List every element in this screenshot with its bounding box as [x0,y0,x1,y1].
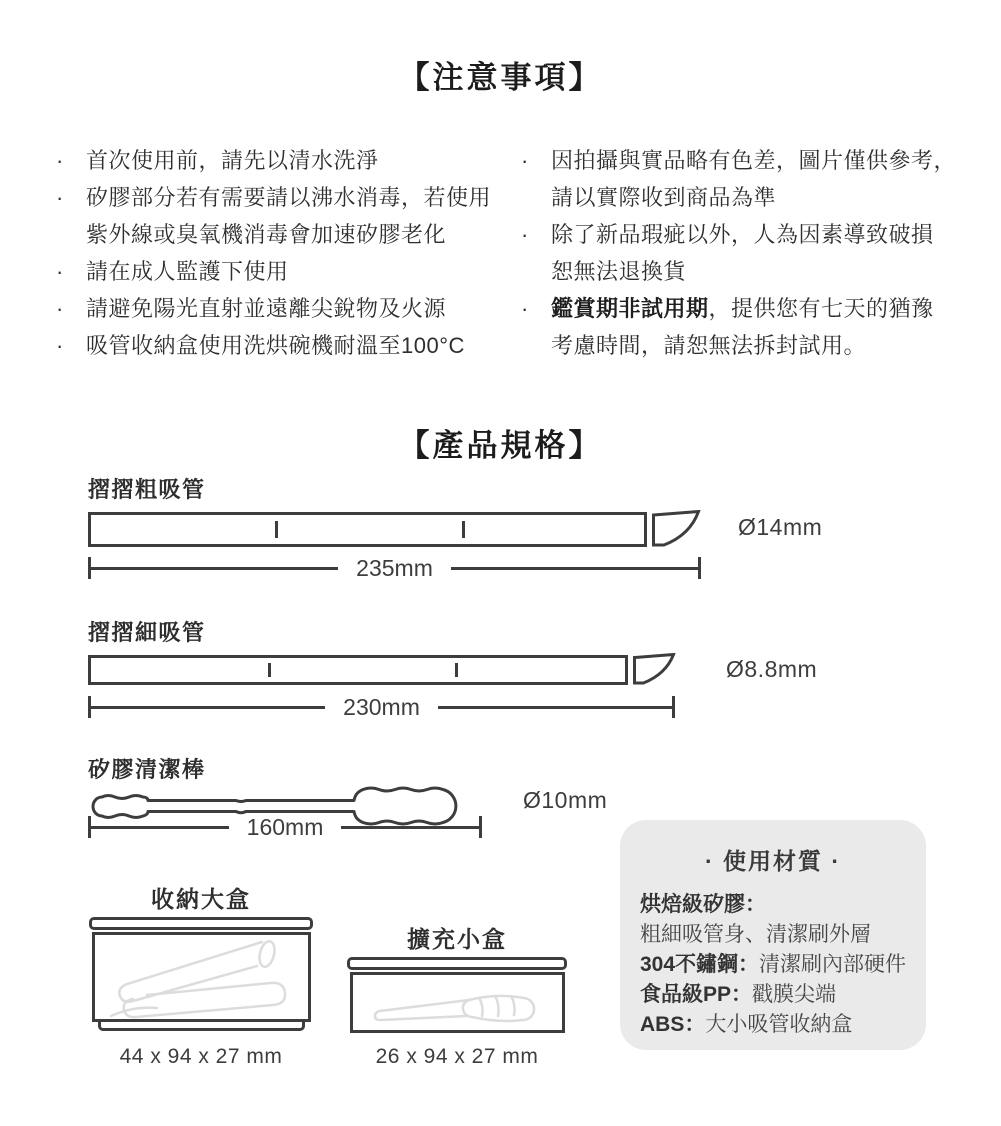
material-line: 304不鏽鋼：清潔刷內部硬件 [640,953,907,976]
box-small-label: 擴充小盒 [407,926,507,952]
notice-line: 考慮時間，請恕無法拆封試用。 [551,333,867,358]
notice-item [52,327,517,364]
dimension-end-tick [672,696,675,718]
notice-item [517,290,987,364]
straw-thick-diameter: Ø14mm [738,514,823,540]
dimension-line [451,567,698,570]
notice-line: 請以實際收到商品為準 [551,185,777,210]
straw-thin-length: 230mm [343,694,420,720]
box-large-label: 收納大盒 [151,886,251,912]
notice-item [52,290,517,327]
notice-title: 【注意事項】 [398,60,603,95]
notice-line: 吸管收納盒使用洗烘碗機耐溫至100°C [86,333,465,358]
box-small-drawing [347,957,567,1033]
fold-joint-mark [462,521,465,538]
box-large-dimensions: 44 x 94 x 27 mm [119,1045,283,1068]
spec-title: 【產品規格】 [398,428,603,463]
notice-item [52,179,517,253]
bullet-dot: · [56,259,64,284]
straw-thick-length: 235mm [356,555,433,581]
notice-line: 紫外線或臭氧機消毒會加速矽膠老化 [86,222,447,247]
straw-thick-dimension-line [88,557,701,579]
fold-joint-mark [275,521,278,538]
materials-list [640,890,908,1040]
straw-thick-drawing [88,512,647,547]
material-line: 食品級PP：戳膜尖端 [640,983,837,1006]
dimension-line [91,826,229,829]
straw-thin-label: 摺摺細吸管 [88,620,206,645]
materials-title: · 使用材質 · [704,848,842,874]
notice-item [52,142,517,179]
straw-thin-dimension-line [88,696,675,718]
cleaning-stick-diameter: Ø10mm [523,787,608,813]
box-large-drawing [89,917,313,1031]
material-line: ABS：大小吸管收納盒 [640,1013,853,1036]
dimension-line [341,826,479,829]
notice-right-column [517,142,987,364]
notice-line: 請避免陽光直射並遠離尖銳物及火源 [86,296,447,321]
box-small-body [350,972,565,1033]
cleaning-stick-dimension-line [88,816,482,838]
box-large-body [92,932,311,1022]
straw-thin-diameter: Ø8.8mm [726,656,818,682]
cleaning-stick-label: 矽膠清潔棒 [88,757,206,782]
dimension-line [91,706,325,709]
box-large-base [98,1022,305,1031]
bullet-dot: · [56,185,64,210]
notice-line: 鑑賞期非試用期，提供您有七天的猶豫 [551,296,934,321]
dimension-end-tick [479,816,482,838]
dimension-end-tick [698,557,701,579]
box-small-dimensions: 26 x 94 x 27 mm [375,1045,539,1068]
cleaning-stick-length: 160mm [246,814,324,840]
bullet-dot: · [56,333,64,358]
notice-line: 首次使用前，請先以清水洗淨 [86,148,379,173]
cleaning-stick-sketch [353,975,562,1030]
box-large-lid [89,917,313,930]
folded-straw-sketch [95,935,308,1019]
material-line: 烘焙級矽膠： [640,893,766,916]
bullet-dot: · [56,296,64,321]
notice-line: 除了新品瑕疵以外，人為因素導致破損 [551,222,934,247]
notice-item [517,142,987,216]
notice-bold-text: 鑑賞期非試用期 [551,296,709,321]
notice-left-column [52,142,517,364]
straw-thick-label: 摺摺粗吸管 [88,477,206,502]
dimension-line [438,706,672,709]
notice-item [52,253,517,290]
straw-thin-drawing [88,655,628,685]
straw-thin-tip-drawing [633,653,677,686]
bullet-dot: · [521,148,529,173]
fold-joint-mark [268,663,271,677]
materials-panel [620,820,926,1050]
material-line: 粗細吸管身、清潔刷外層 [640,923,871,946]
notice-line: 矽膠部分若有需要請以沸水消毒，若使用 [86,185,492,210]
notice-line: 因拍攝與實品略有色差，圖片僅供參考， [551,148,957,173]
bullet-dot: · [521,222,529,247]
notice-line: 請在成人監護下使用 [86,259,289,284]
bullet-dot: · [521,296,529,321]
straw-thick-tip-drawing [652,510,702,548]
bullet-dot: · [56,148,64,173]
fold-joint-mark [455,663,458,677]
box-small-lid [347,957,567,970]
dimension-line [91,567,338,570]
notice-item [517,216,987,290]
notice-line: 恕無法退換貨 [551,259,687,284]
